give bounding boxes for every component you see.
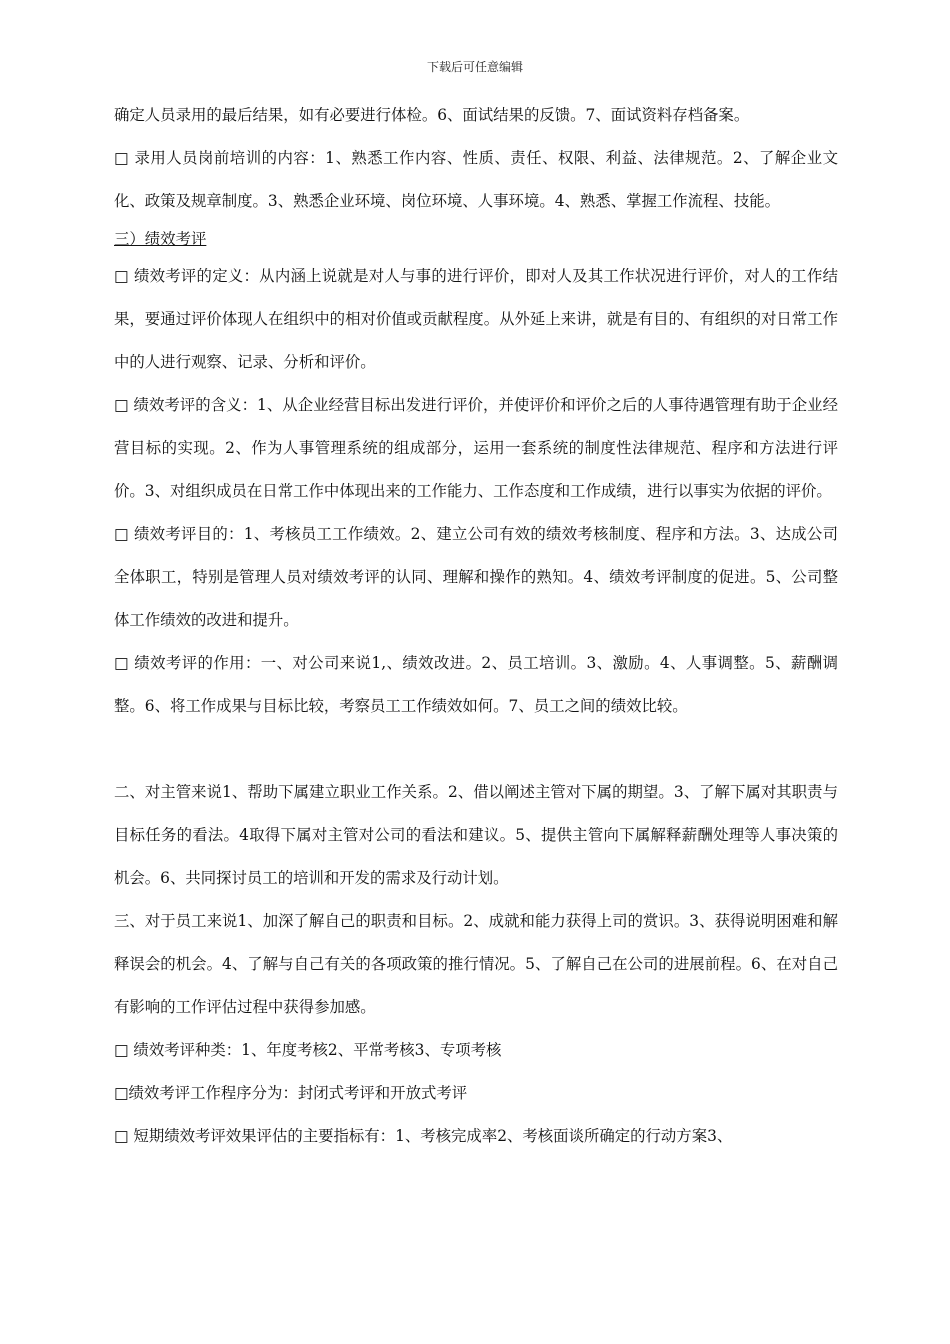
paragraph-types: □ 绩效考评种类：1、年度考核2、平常考核3、专项考核 — [114, 1041, 502, 1059]
page-header: 下载后可任意编辑 — [426, 60, 523, 74]
paragraph-procedure: □绩效考评工作程序分为：封闭式考评和开放式考评 — [114, 1084, 468, 1102]
paragraph-short-term-indicators: □ 短期绩效考评效果评估的主要指标有：1、考核完成率2、考核面谈所确定的行动方案3、 — [114, 1127, 733, 1145]
paragraph-function: □ 绩效考评的作用：一、对公司来说1,、绩效改进。2、员工培训。3、激励。4、人事调整。5、薪酬调整。6、将工作成果与目标比较，考察员工工作绩效如何。7、员工之间的绩效比较。 — [114, 654, 838, 715]
paragraph-definition: □ 绩效考评的定义：从内涵上说就是对人与事的进行评价，即对人及其工作状况进行评价，对人的工作结果，要通过评价体现人在组织中的相对价值或贡献程度。从外延上来讲，就是有目的、有组织的对日常工作中的人进行观察、记录、分析和评价。 — [114, 267, 838, 371]
paragraph-meaning: □ 绩效考评的含义：1、从企业经营目标出发进行评价，并使评价和评价之后的人事待遇管理有助于企业经营目标的实现。2、作为人事管理系统的组成部分，运用一套系统的制度性法律规范、程序和方法进行评价。3、对组织成员在日常工作中体现出来的工作能力、工作态度和工作成绩，进行以事实为依据的评价。 — [114, 396, 838, 500]
paragraph-pre-job-training: □ 录用人员岗前培训的内容：1、熟悉工作内容、性质、责任、权限、利益、法律规范。2、了解企业文化、政策及规章制度。3、熟悉企业环境、岗位环境、人事环境。4、熟悉、掌握工作流程、技能。 — [114, 149, 838, 210]
paragraph-purpose: □ 绩效考评目的：1、考核员工工作绩效。2、建立公司有效的绩效考核制度、程序和方法。3、达成公司全体职工，特别是管理人员对绩效考评的认同、理解和操作的熟知。4、绩效考评制度的促进。5、公司整体工作绩效的改进和提升。 — [114, 525, 838, 629]
blank-line — [114, 728, 838, 771]
paragraph-interview-result: 确定人员录用的最后结果，如有必要进行体检。6、面试结果的反馈。7、面试资料存档备案。 — [114, 106, 750, 124]
paragraph-for-employee: 三、对于员工来说1、加深了解自己的职责和目标。2、成就和能力获得上司的赏识。3、获得说明困难和解释误会的机会。4、了解与自己有关的各项政策的推行情况。5、了解自己在公司的进展前程。6、在对自己有影响的工作评估过程中获得参加感。 — [114, 912, 838, 1016]
section-heading: 三）绩效考评 — [114, 230, 207, 248]
paragraph-for-supervisor: 二、对主管来说1、帮助下属建立职业工作关系。2、借以阐述主管对下属的期望。3、了解下属对其职责与目标任务的看法。4取得下属对主管对公司的看法和建议。5、提供主管向下属解释薪酬处理等人事决策的机会。6、共同探讨员工的培训和开发的需求及行动计划。 — [114, 783, 838, 887]
document-body — [114, 94, 838, 1158]
